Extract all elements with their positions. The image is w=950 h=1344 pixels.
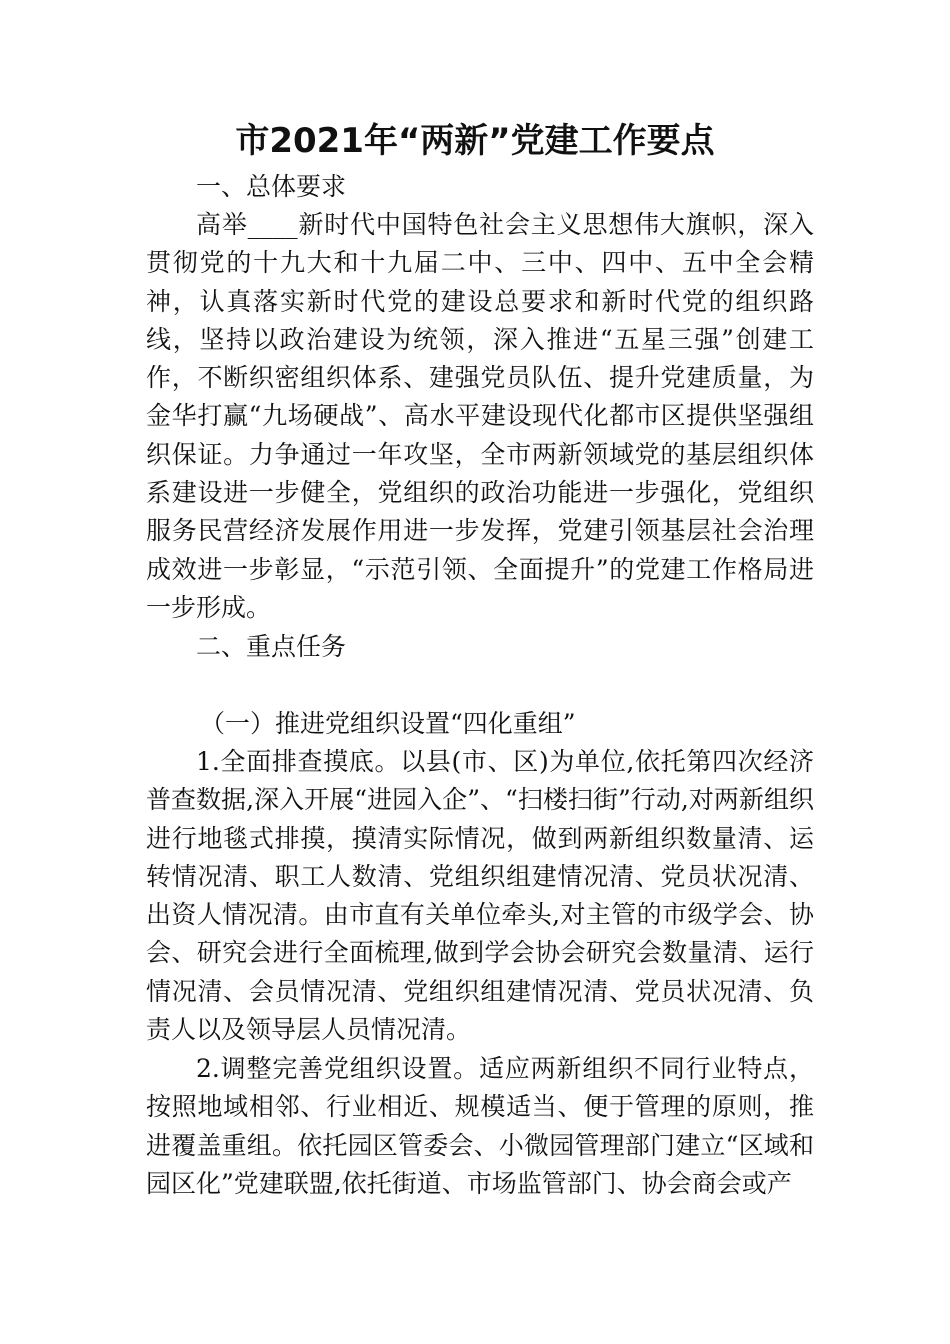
paragraph-general-requirements: 高举____新时代中国特色社会主义思想伟大旗帜，深入贯彻党的十九大和十九届二中、三中、四中、五中全会精神，认真落实新时代党的建设总要求和新时代党的组织路线，坚持以政治建设为统领，深入推进“五星三强”创建工作，不断织密组织体系、建强党员队伍、提升党建质量，为金华打赢“九场硬战”、高水平建设现代化都市区提供坚强组织保证。力争通过一年攻坚，全市两新领域党的基层组织体系建设进一步健全，党组织的政治功能进一步强化，党组织服务民营经济发展作用进一步发挥，党建引领基层社会治理成效进一步彰显，“示范引领、全面提升”的党建工作格局进一步形成。 (146, 210, 814, 622)
paragraph-item-2: 2.调整完善党组织设置。适应两新组织不同行业特点，按照地域相邻、行业相近、规模适当、便于管理的原则，推进覆盖重组。依托园区管委会、小微园管理部门建立“区域和园区化”党建联盟,依托街道、市场监管部门、协会商会或产 (146, 1054, 814, 1198)
document-title: 市2021年“两新”党建工作要点 (235, 121, 715, 161)
subsection-heading-party-organization: （一）推进党组织设置“四化重组” (200, 709, 576, 738)
paragraph-item-1: 1.全面排查摸底。以县(市、区)为单位,依托第四次经济普查数据,深入开展“进园入企”、“扫楼扫街”行动,对两新组织进行地毯式排摸，摸清实际情况，做到两新组织数量清、运转情况清、职工人数清、党组织组建情况清、党员状况清、出资人情况清。由市直有关单位牵头,对主管的市级学会、协会、研究会进行全面梳理,做到学会协会研究会数量清、运行情况清、会员情况清、党组织组建情况清、党员状况清、负责人以及领导层人员情况清。 (146, 747, 814, 1045)
section-heading-general-requirements: 一、总体要求 (196, 172, 347, 201)
section-heading-key-tasks: 二、重点任务 (196, 632, 347, 661)
